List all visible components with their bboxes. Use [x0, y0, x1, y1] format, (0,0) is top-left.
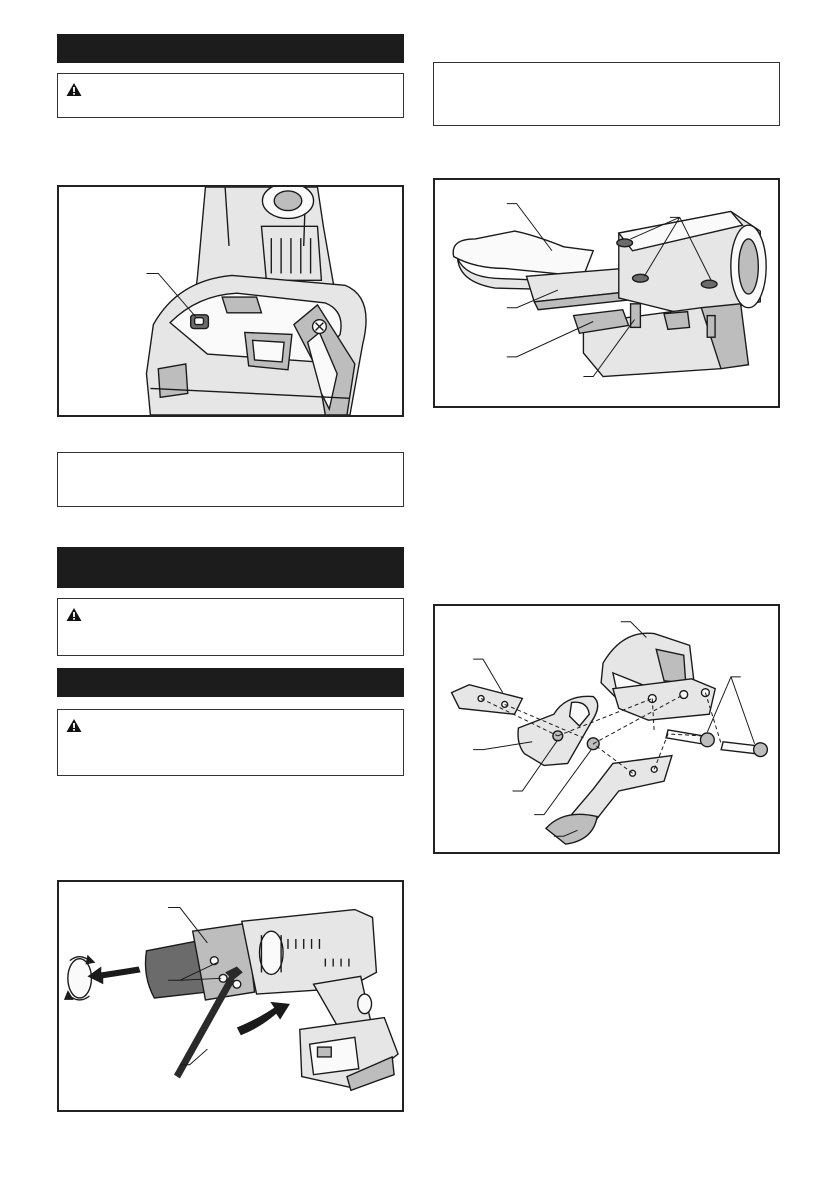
figure-head-removal	[57, 880, 404, 1112]
note-box-2	[433, 62, 780, 126]
figure-lock-button	[57, 185, 404, 417]
warning-triangle-icon	[66, 718, 82, 733]
figure-exploded-view	[433, 604, 780, 854]
note-box-1	[57, 452, 404, 507]
section-bar-2	[57, 547, 404, 588]
section-bar-3	[57, 668, 404, 697]
section-bar-1	[57, 34, 404, 63]
warning-box-1	[57, 73, 404, 118]
warning-triangle-icon	[66, 607, 82, 622]
warning-box-3	[57, 709, 404, 776]
figure-blade-holder	[433, 178, 780, 408]
warning-triangle-icon	[66, 82, 82, 97]
warning-box-2	[57, 598, 404, 656]
